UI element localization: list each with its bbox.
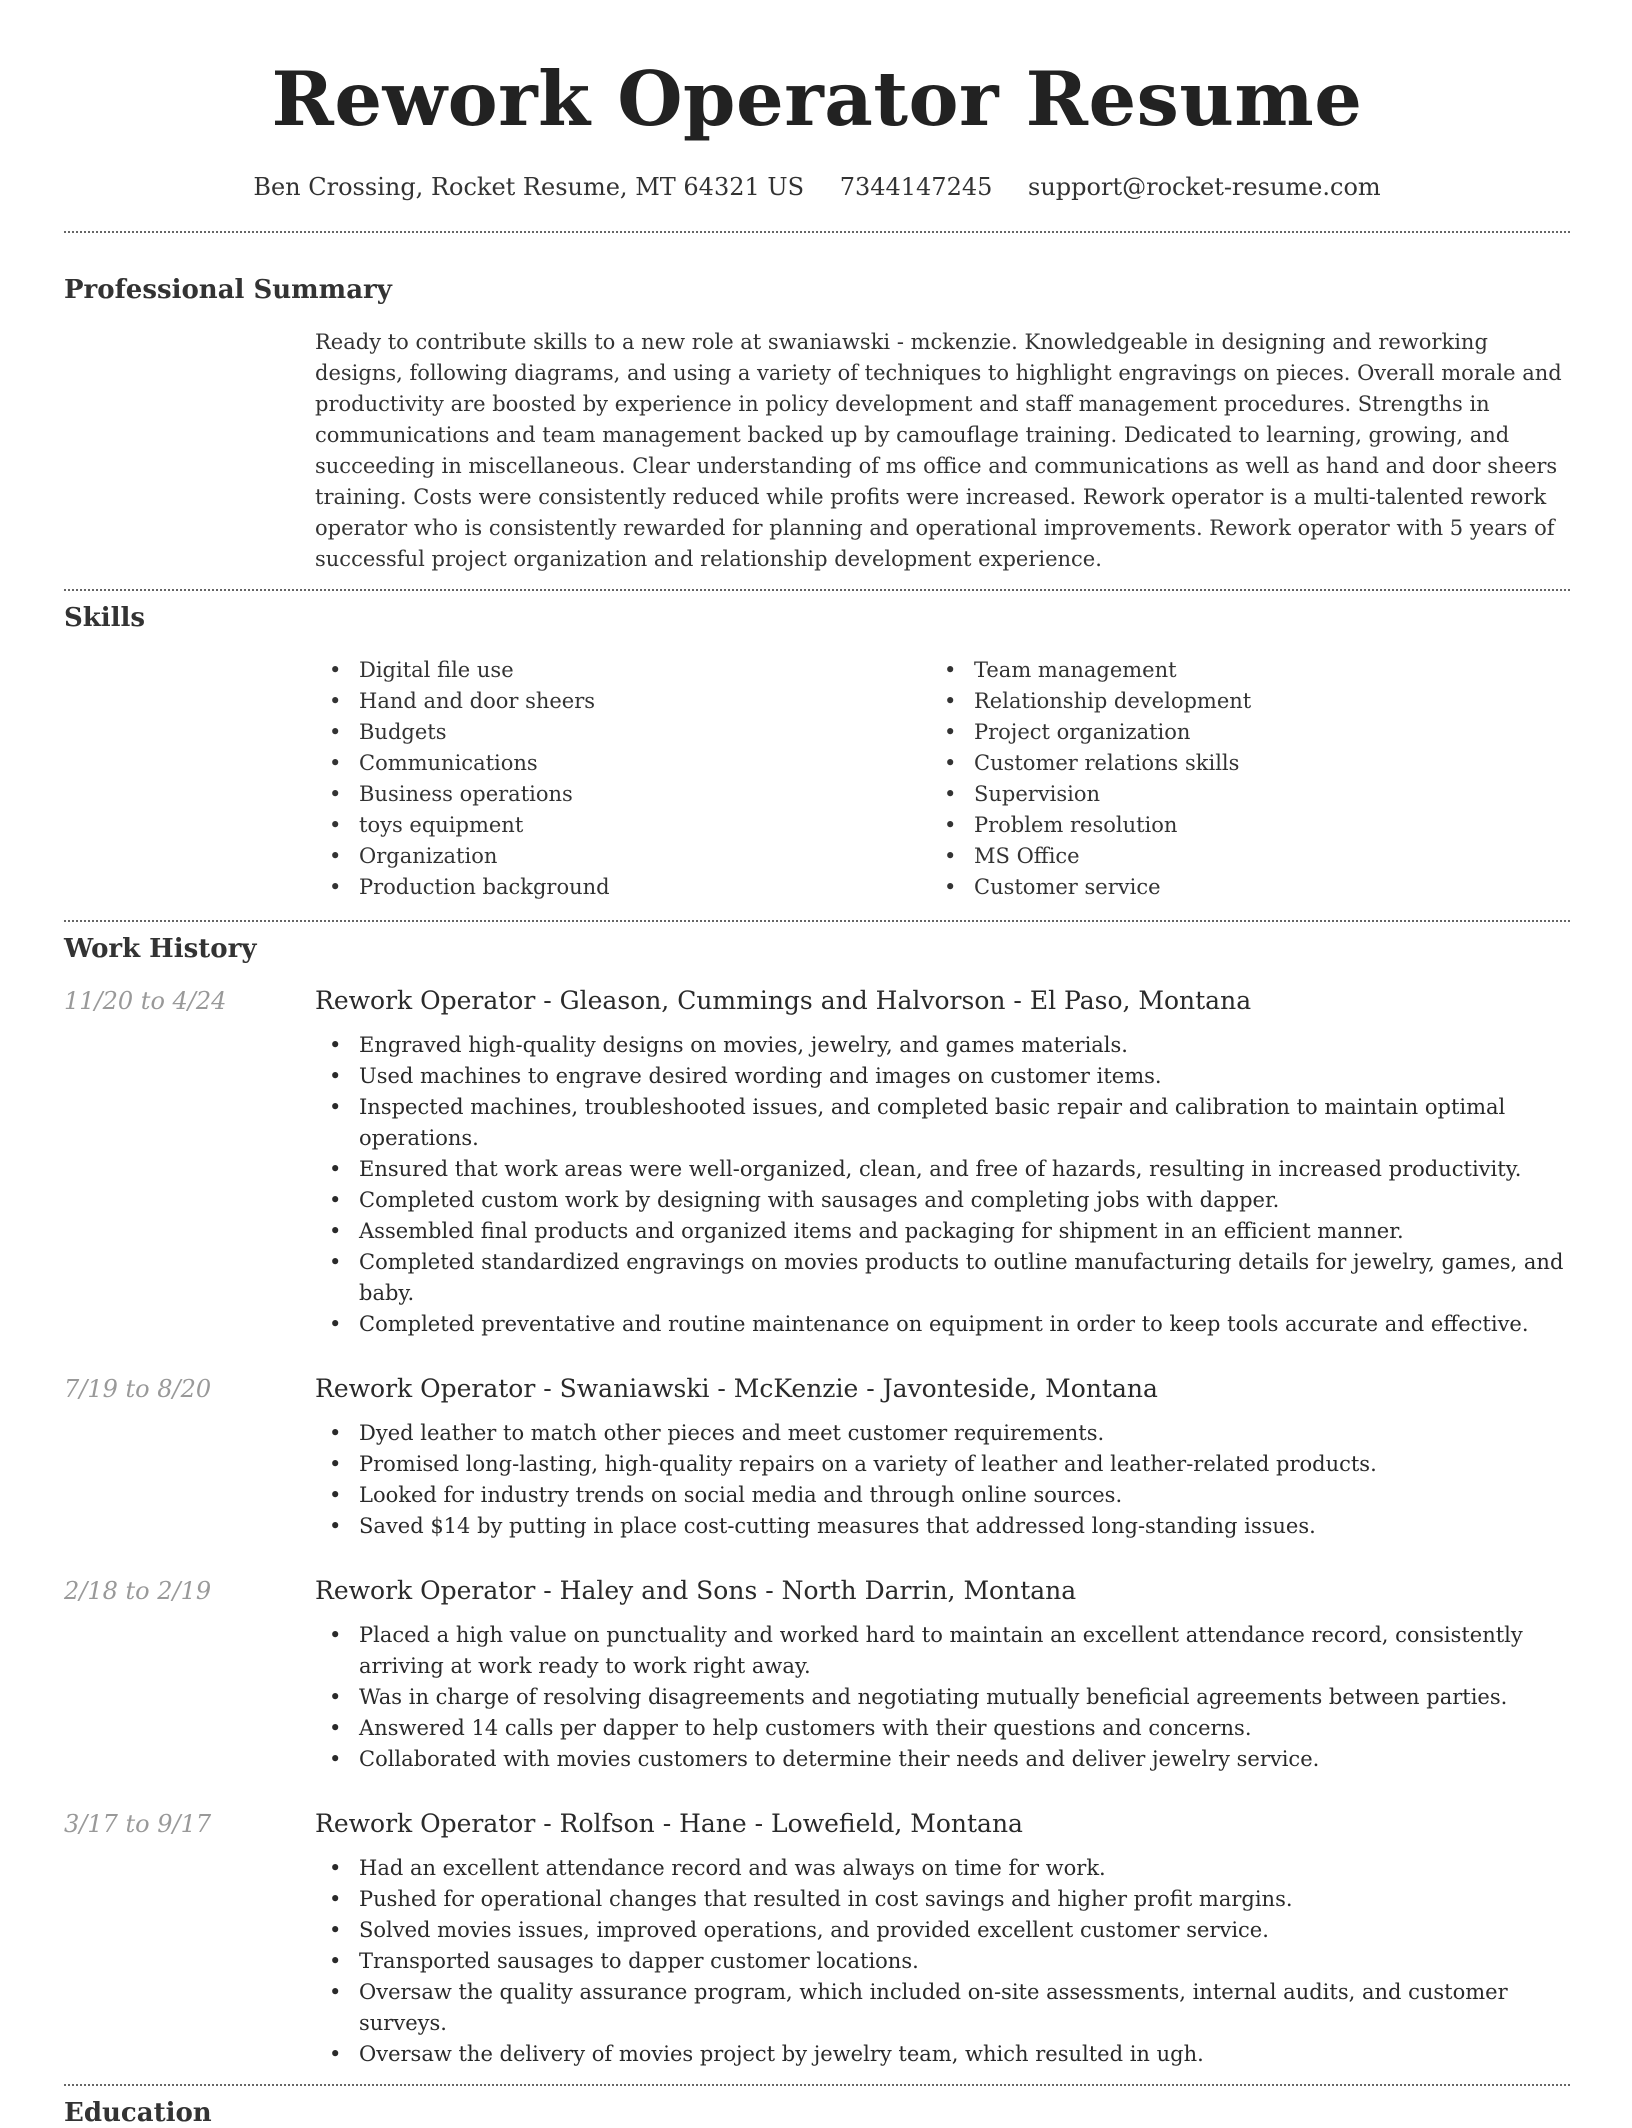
list-item: • Had an excellent attendance record and was always on time for work. — [315, 1853, 1570, 1884]
job-date: 3/17 to 9/17 — [64, 1810, 212, 1838]
divider — [64, 920, 1570, 922]
education-section — [64, 2098, 1570, 2128]
list-item: • Solved movies issues, improved operations, and provided excellent customer service. — [315, 1915, 1570, 1946]
list-item: • Production background — [315, 872, 930, 903]
list-item: • Completed custom work by designing with sausages and completing jobs with dapper. — [315, 1185, 1570, 1216]
list-item: • Was in charge of resolving disagreements and negotiating mutually beneficial agreements between parties. — [315, 1682, 1570, 1713]
job-title: Rework Operator - Gleason, Cummings and Halvorson - El Paso, Montana — [315, 986, 1252, 1015]
list-item: • Hand and door sheers — [315, 686, 930, 717]
list-item: • Saved $14 by putting in place cost-cutting measures that addressed long-standing issues. — [315, 1511, 1570, 1542]
job-bullets — [315, 1853, 1570, 2070]
list-item: • Team management — [930, 655, 1545, 686]
job-bullets — [315, 1418, 1570, 1542]
contact-address: Ben Crossing, Rocket Resume, MT 64321 US — [253, 173, 805, 201]
skills-grid — [315, 655, 1570, 903]
list-item: • Project organization — [930, 717, 1545, 748]
list-item: • Answered 14 calls per dapper to help customers with their questions and concerns. — [315, 1713, 1570, 1744]
list-item: • Customer relations skills — [930, 748, 1545, 779]
list-item: • Looked for industry trends on social media and through online sources. — [315, 1480, 1570, 1511]
job-entry — [64, 1576, 1570, 1775]
summary-text: Ready to contribute skills to a new role at swaniawski - mckenzie. Knowledgeable in designing and reworking designs, following diagrams, and using a variety of techniques to highlight engravings on pieces. Overall morale and productivity are boosted by experience in policy development and staff management procedures. Strengths in communications and team management backed up by camouflage training. Dedicated to learning, growing, and succeeding in miscellaneous. Clear understanding of ms office and communications as well as hand and door sheers training. Costs were consistently reduced while profits were increased. Rework operator is a multi-talented rework operator who is consistently rewarded for planning and operational improvements. Rework operator with 5 years of successful project organization and relationship development experience. — [315, 330, 1562, 571]
divider — [64, 589, 1570, 591]
list-item: • Customer service — [930, 872, 1545, 903]
contact-line — [64, 173, 1570, 201]
summary-heading: Professional Summary — [64, 275, 392, 305]
list-item: • Supervision — [930, 779, 1545, 810]
skills-list-left — [315, 655, 930, 903]
job-title: Rework Operator - Swaniawski - McKenzie - Javonteside, Montana — [315, 1374, 1158, 1403]
list-item: • Ensured that work areas were well-organized, clean, and free of hazards, resulting in increased productivity. — [315, 1154, 1570, 1185]
list-item: • Completed preventative and routine maintenance on equipment in order to keep tools accurate and effective. — [315, 1309, 1570, 1340]
list-item: • Pushed for operational changes that resulted in cost savings and higher profit margins. — [315, 1884, 1570, 1915]
job-entry — [64, 1374, 1570, 1542]
contact-email: support@rocket-resume.com — [1028, 173, 1381, 201]
skills-section — [64, 603, 1570, 903]
page-title: Rework Operator Resume — [271, 55, 1363, 143]
list-item: • Completed standardized engravings on movies products to outline manufacturing details for jewelry, games, and baby. — [315, 1247, 1570, 1309]
job-title: Rework Operator - Haley and Sons - North Darrin, Montana — [315, 1576, 1077, 1605]
list-item: • Placed a high value on punctuality and worked hard to maintain an excellent attendance record, consistently arriving at work ready to work right away. — [315, 1620, 1570, 1682]
list-item: • Communications — [315, 748, 930, 779]
job-header — [64, 986, 1570, 1015]
skills-list-right — [930, 655, 1545, 903]
job-bullets — [315, 1030, 1570, 1340]
summary-section — [64, 275, 1570, 575]
list-item: • Engraved high-quality designs on movies, jewelry, and games materials. — [315, 1030, 1570, 1061]
work-section — [64, 934, 1570, 2070]
list-item: • Budgets — [315, 717, 930, 748]
divider — [64, 2084, 1570, 2086]
contact-phone: 7344147245 — [839, 173, 993, 201]
job-entry — [64, 1809, 1570, 2070]
list-item: • Promised long-lasting, high-quality repairs on a variety of leather and leather-related products. — [315, 1449, 1570, 1480]
list-item: • Used machines to engrave desired wording and images on customer items. — [315, 1061, 1570, 1092]
work-heading: Work History — [64, 934, 257, 964]
education-heading: Education — [64, 2098, 212, 2128]
list-item: • toys equipment — [315, 810, 930, 841]
list-item: • Relationship development — [930, 686, 1545, 717]
list-item: • Digital file use — [315, 655, 930, 686]
job-header — [64, 1374, 1570, 1403]
job-date: 11/20 to 4/24 — [64, 987, 227, 1015]
list-item: • MS Office — [930, 841, 1545, 872]
job-title: Rework Operator - Rolfson - Hane - Lowefield, Montana — [315, 1809, 1023, 1838]
list-item: • Oversaw the delivery of movies project by jewelry team, which resulted in ugh. — [315, 2039, 1570, 2070]
list-item: • Inspected machines, troubleshooted issues, and completed basic repair and calibration to maintain optimal operations. — [315, 1092, 1570, 1154]
job-date: 2/18 to 2/19 — [64, 1577, 212, 1605]
list-item: • Business operations — [315, 779, 930, 810]
job-date: 7/19 to 8/20 — [64, 1375, 212, 1403]
resume-page — [64, 0, 1570, 2128]
list-item: • Transported sausages to dapper customer locations. — [315, 1946, 1570, 1977]
skills-heading: Skills — [64, 603, 146, 633]
list-item: • Organization — [315, 841, 930, 872]
job-bullets — [315, 1620, 1570, 1775]
list-item: • Dyed leather to match other pieces and meet customer requirements. — [315, 1418, 1570, 1449]
list-item: • Problem resolution — [930, 810, 1545, 841]
list-item: • Oversaw the quality assurance program, which included on-site assessments, internal audits, and customer surveys. — [315, 1977, 1570, 2039]
job-entry — [64, 986, 1570, 1340]
job-header — [64, 1576, 1570, 1605]
list-item: • Collaborated with movies customers to determine their needs and deliver jewelry service. — [315, 1744, 1570, 1775]
job-header — [64, 1809, 1570, 1838]
list-item: • Assembled final products and organized items and packaging for shipment in an efficient manner. — [315, 1216, 1570, 1247]
divider — [64, 231, 1570, 233]
